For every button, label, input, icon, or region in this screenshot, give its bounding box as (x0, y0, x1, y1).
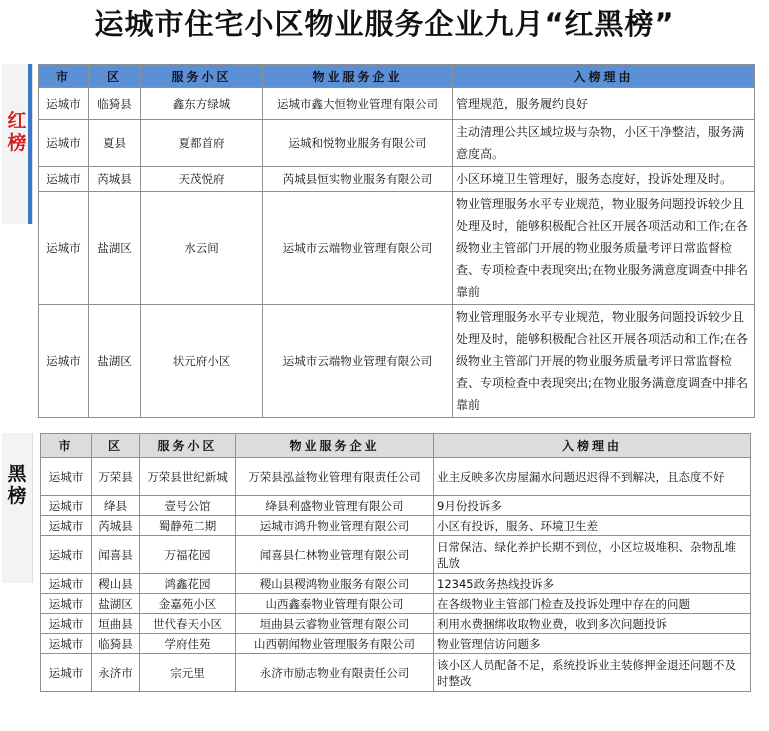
reason-cell: 该小区人员配备不足，系统投诉业主装修押金退还问题不及时整改 (434, 654, 751, 692)
table-header-row (39, 65, 755, 88)
header-reason: 入榜理由 (453, 65, 755, 88)
red-list-label: 红榜 (7, 110, 27, 154)
community-cell: 天茂悦府 (141, 167, 263, 192)
district-cell: 盐湖区 (89, 192, 141, 305)
table-header-row (41, 434, 751, 458)
reason-cell: 利用水费捆绑收取物业费，收到多次问题投诉 (434, 614, 751, 634)
community-cell: 夏都首府 (141, 120, 263, 167)
company-cell: 万荣县泓益物业管理有限责任公司 (236, 458, 434, 496)
table-row (41, 594, 751, 614)
table-row (39, 192, 755, 305)
table-row (39, 120, 755, 167)
reason-cell: 12345政务热线投诉多 (434, 574, 751, 594)
company-cell: 运城市云端物业管理有限公司 (263, 305, 453, 418)
district-cell: 临猗县 (89, 88, 141, 120)
community-cell: 鑫东方绿城 (141, 88, 263, 120)
community-cell: 世代春天小区 (140, 614, 236, 634)
table-row (41, 516, 751, 536)
district-cell: 盐湖区 (89, 305, 141, 418)
table-row (39, 88, 755, 120)
company-cell: 运城和悦物业服务有限公司 (263, 120, 453, 167)
black-list-label-panel (2, 433, 33, 583)
table-row (41, 458, 751, 496)
district-cell: 绛县 (92, 496, 140, 516)
table-row (41, 614, 751, 634)
header-community: 服务小区 (141, 65, 263, 88)
table-row (41, 574, 751, 594)
district-cell: 闻喜县 (92, 536, 140, 574)
company-cell: 绛县利盛物业管理有限公司 (236, 496, 434, 516)
header-community: 服务小区 (140, 434, 236, 458)
city-cell: 运城市 (41, 516, 92, 536)
community-cell: 万荣县世纪新城 (140, 458, 236, 496)
district-cell: 稷山县 (92, 574, 140, 594)
header-district: 区 (92, 434, 140, 458)
community-cell: 水云间 (141, 192, 263, 305)
district-cell: 夏县 (89, 120, 141, 167)
table-row (41, 496, 751, 516)
city-cell: 运城市 (41, 536, 92, 574)
page-title: 运城市住宅小区物业服务企业九月“红黑榜” (94, 7, 675, 41)
company-cell: 运城市云端物业管理有限公司 (263, 192, 453, 305)
red-list-label-panel (2, 64, 33, 224)
city-cell: 运城市 (41, 458, 92, 496)
district-cell: 临猗县 (92, 634, 140, 654)
city-cell: 运城市 (41, 496, 92, 516)
city-cell: 运城市 (41, 594, 92, 614)
header-city: 市 (39, 65, 89, 88)
reason-cell: 主动清理公共区域垃圾与杂物，小区干净整洁，服务满意度高。 (453, 120, 755, 167)
company-cell: 永济市励志物业有限责任公司 (236, 654, 434, 692)
company-cell: 运城市鸿升物业管理有限公司 (236, 516, 434, 536)
community-cell: 学府佳苑 (140, 634, 236, 654)
header-district: 区 (89, 65, 141, 88)
reason-cell: 物业管理信访问题多 (434, 634, 751, 654)
district-cell: 永济市 (92, 654, 140, 692)
company-cell: 山西朝闻物业管理服务有限公司 (236, 634, 434, 654)
reason-cell: 物业管理服务水平专业规范，物业服务问题投诉较少且处理及时，能够积极配合社区开展各项活动和工作;在各级物业主管部门开展的物业服务质量考评日常监督检查、专项检查中表现突出;在物业服务满意度调查中排名靠前 (453, 305, 755, 418)
table-row (41, 536, 751, 574)
label-accent-bar (28, 64, 32, 224)
city-cell: 运城市 (39, 120, 89, 167)
company-cell: 稷山县稷鸿物业服务有限公司 (236, 574, 434, 594)
community-cell: 金嘉苑小区 (140, 594, 236, 614)
community-cell: 状元府小区 (141, 305, 263, 418)
district-cell: 芮城县 (89, 167, 141, 192)
community-cell: 蜀静苑二期 (140, 516, 236, 536)
table-row (39, 167, 755, 192)
table-row (41, 634, 751, 654)
city-cell: 运城市 (41, 574, 92, 594)
city-cell: 运城市 (39, 88, 89, 120)
black-list-label: 黑榜 (7, 463, 27, 507)
city-cell: 运城市 (39, 305, 89, 418)
header-company: 物业服务企业 (263, 65, 453, 88)
reason-cell: 9月份投诉多 (434, 496, 751, 516)
city-cell: 运城市 (39, 192, 89, 305)
reason-cell: 在各级物业主管部门检查及投诉处理中存在的问题 (434, 594, 751, 614)
district-cell: 垣曲县 (92, 614, 140, 634)
header-city: 市 (41, 434, 92, 458)
district-cell: 万荣县 (92, 458, 140, 496)
community-cell: 鸿鑫花园 (140, 574, 236, 594)
reason-cell: 小区环境卫生管理好，服务态度好，投诉处理及时。 (453, 167, 755, 192)
reason-cell: 物业管理服务水平专业规范，物业服务问题投诉较少且处理及时，能够积极配合社区开展各项活动和工作;在各级物业主管部门开展的物业服务质量考评日常监督检查、专项检查中表现突出;在物业服务满意度调查中排名靠前 (453, 192, 755, 305)
company-cell: 闻喜县仁林物业管理有限公司 (236, 536, 434, 574)
city-cell: 运城市 (41, 614, 92, 634)
reason-cell: 小区有投诉，服务、环境卫生差 (434, 516, 751, 536)
reason-cell: 业主反映多次房屋漏水问题迟迟得不到解决，且态度不好 (434, 458, 751, 496)
company-cell: 芮城县恒实物业服务有限公司 (263, 167, 453, 192)
city-cell: 运城市 (39, 167, 89, 192)
community-cell: 宗元里 (140, 654, 236, 692)
reason-cell: 管理规范，服务履约良好 (453, 88, 755, 120)
company-cell: 山西鑫泰物业管理有限公司 (236, 594, 434, 614)
black-list-table (40, 433, 751, 692)
company-cell: 运城市鑫大恒物业管理有限公司 (263, 88, 453, 120)
district-cell: 盐湖区 (92, 594, 140, 614)
red-list-table (38, 64, 755, 418)
header-company: 物业服务企业 (236, 434, 434, 458)
table-row (39, 305, 755, 418)
district-cell: 芮城县 (92, 516, 140, 536)
city-cell: 运城市 (41, 654, 92, 692)
table-row (41, 654, 751, 692)
community-cell: 壹号公馆 (140, 496, 236, 516)
header-reason: 入榜理由 (434, 434, 751, 458)
city-cell: 运城市 (41, 634, 92, 654)
company-cell: 垣曲县云睿物业管理有限公司 (236, 614, 434, 634)
reason-cell: 日常保洁、绿化养护长期不到位，小区垃圾堆积、杂物乱堆乱放 (434, 536, 751, 574)
community-cell: 万福花园 (140, 536, 236, 574)
